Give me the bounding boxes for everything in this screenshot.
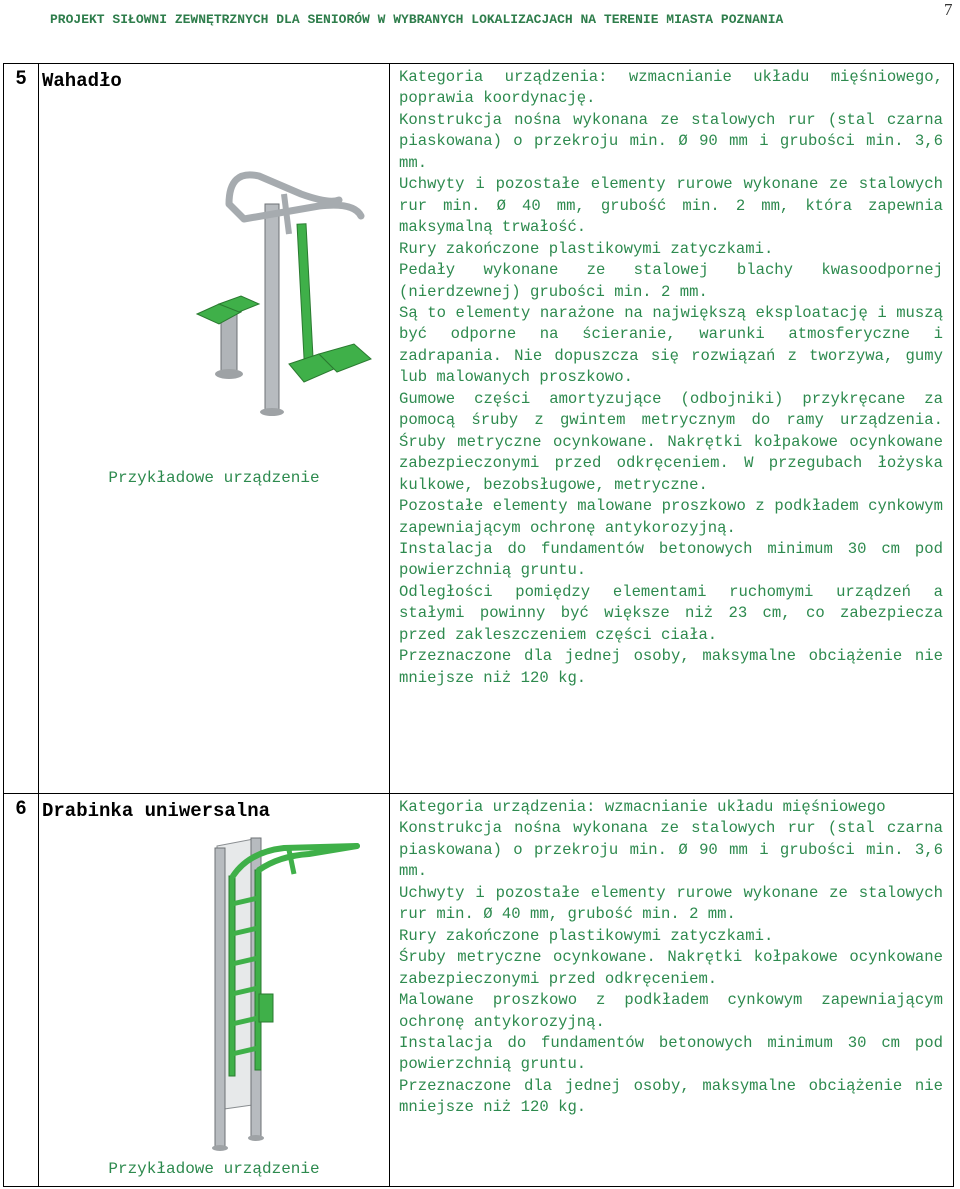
description-paragraph: Rury zakończone plastikowymi zatyczkami. [399,239,774,258]
description-paragraph: Przeznaczone dla jednej osoby, maksymalne obciążenie nie mniejsze niż 120 kg. [399,1076,943,1117]
description-paragraph: Uchwyty i pozostałe elementy rurowe wykonane ze stalowych rur min. Ø 40 mm, grubość min. 2 mm, która zapewnia maksymalną trwałość. [399,175,943,237]
row-number: 5 [4,64,39,794]
device-caption: Przykładowe urządzenie [108,1160,320,1178]
device-cell [39,794,390,1187]
row-number: 6 [4,794,39,1187]
description-paragraph: Przeznaczone dla jednej osoby, maksymalne obciążenie nie mniejsze niż 120 kg. [399,647,943,687]
description-paragraph: Gumowe części amortyzujące (odbojniki) przykręcane za pomocą śruby z gwintem metrycznym do ramy urządzenia. Śruby metryczne ocynkowane. Nakrętki kołpakowe ocynkowane zabezpieczonymi przed odkręceniem. W przegubach łożyska kulkowe, bezobsługowe, metryczne. [399,389,943,494]
table-row [4,794,954,1187]
page-header [0,0,960,40]
description-paragraph: Kategoria urządzenia: wzmacnianie układu mięśniowego [399,798,886,816]
description-paragraph: Śruby metryczne ocynkowane. Nakrętki kołpakowe ocynkowane zabezpieczonymi przed odkręceniem. [399,948,943,988]
device-caption: Przykładowe urządzenie [108,469,320,487]
ladder-device-image [189,834,369,1152]
description-paragraph: Instalacja do fundamentów betonowych minimum 30 cm pod powierzchnią gruntu. [399,1033,943,1074]
description-paragraph: Pozostałe elementy malowane proszkowo z podkładem cynkowym zapewniającym ochronę antykorozyjną. [399,497,943,537]
device-name: Drabinka uniwersalna [42,800,271,822]
device-name: Wahadło [42,70,122,92]
device-cell [39,64,390,794]
equipment-table [3,63,954,1187]
description-paragraph: Instalacja do fundamentów betonowych minimum 30 cm pod powierzchnią gruntu. [399,539,943,580]
description-paragraph: Odległości pomiędzy elementami ruchomymi urządzeń a stałymi powinny być większe niż 23 cm, co zabezpiecza przed zakleszczeniem części ciała. [399,582,943,644]
description-paragraph: Uchwyty i pozostałe elementy rurowe wykonane ze stalowych rur min. Ø 40 mm, grubość min. 2 mm. [399,883,943,924]
table-row [4,64,954,794]
description-paragraph: Konstrukcja nośna wykonana ze stalowych rur (stal czarna piaskowana) o przekroju min. Ø 90 mm i grubości min. 3,6 mm. [399,819,943,881]
document-title: PROJEKT SIŁOWNI ZEWNĘTRZNYCH DLA SENIORÓW W WYBRANYCH LOKALIZACJACH NA TERENIE MIASTA POZNANIA [50,12,784,27]
pendulum-device-image [189,164,379,424]
description-paragraph: Kategoria urządzenia: wzmacnianie układu mięśniowego, poprawia koordynację. [399,68,943,108]
description-paragraph: Malowane proszkowo z podkładem cynkowym zapewniającym ochronę antykorozyjną. [399,991,943,1031]
description-paragraph: Pedały wykonane ze stalowej blachy kwasoodpornej (nierdzewnej) grubości min. 2 mm. [399,261,943,301]
device-description [390,64,954,794]
device-description [390,794,954,1187]
description-paragraph: Konstrukcja nośna wykonana ze stalowych rur (stal czarna piaskowana) o przekroju min. Ø 90 mm i grubości min. 3,6 mm. [399,110,943,172]
description-paragraph: Są to elementy narażone na największą eksploatację i muszą być odporne na ścieranie, warunki atmosferyczne i zadrapania. Nie dopuszcza się rozwiązań z tworzywa, gumy lub malowanych proszkowo. [399,303,943,387]
page-number: 7 [944,0,953,19]
description-paragraph: Rury zakończone plastikowymi zatyczkami. [399,926,774,945]
